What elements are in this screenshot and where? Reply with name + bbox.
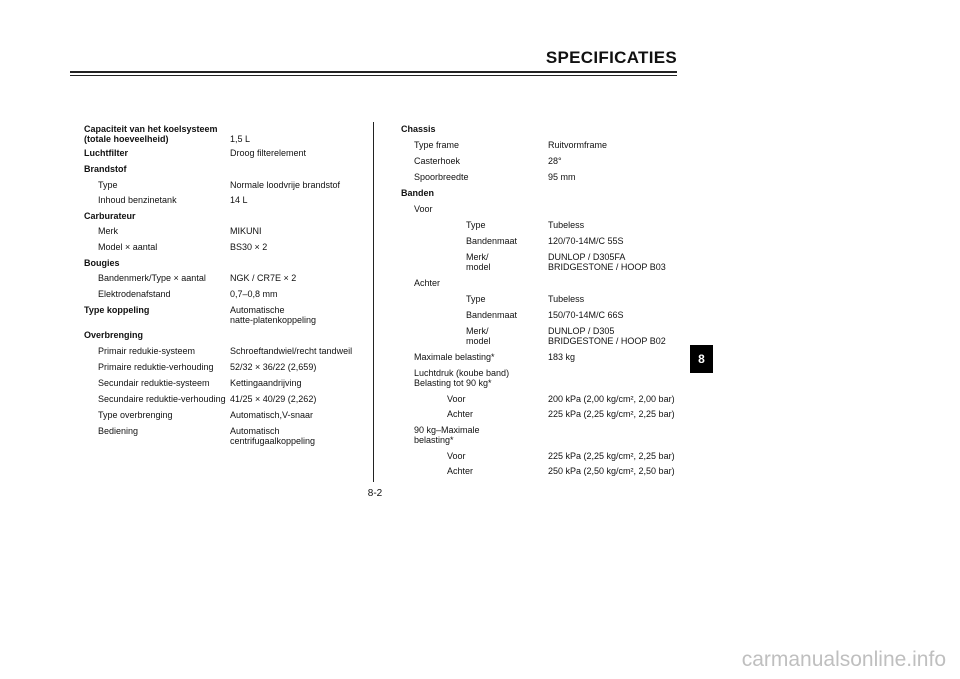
pressure-label-2: Belasting tot 90 kg* bbox=[414, 378, 492, 388]
pmax-rear-label: Achter bbox=[447, 466, 474, 476]
max-load-label: Maximale belasting* bbox=[414, 352, 495, 362]
section-tab: 8 bbox=[690, 345, 713, 373]
carburetor-make-label: Merk bbox=[98, 226, 118, 236]
primary-reduction-label: Primair redukie-systeem bbox=[98, 346, 196, 356]
secondary-ratio-label: Secundaire reduktie-verhouding bbox=[98, 394, 226, 404]
front-type-label: Type bbox=[466, 220, 486, 230]
max-load-value: 183 kg bbox=[548, 352, 576, 362]
clutch-label: Type koppeling bbox=[84, 305, 150, 315]
fuel-type-value: Normale loodvrije brandstof bbox=[230, 180, 341, 190]
transmission-type-value: Automatisch,V-snaar bbox=[230, 410, 314, 420]
column-divider bbox=[373, 122, 374, 482]
spark-plugs-gap-label: Elektrodenafstand bbox=[98, 289, 171, 299]
front-make-label-2: model bbox=[466, 262, 491, 272]
fuel-heading: Brandstof bbox=[84, 164, 127, 174]
trail-value: 95 mm bbox=[548, 172, 576, 182]
air-filter-label: Luchtfilter bbox=[84, 148, 128, 158]
operation-label: Bediening bbox=[98, 426, 139, 436]
pmax-rear-value: 250 kPa (2,50 kg/cm², 2,50 bar) bbox=[548, 466, 675, 476]
pressure-label-1: Luchtdruk (koube band) bbox=[414, 368, 510, 378]
caster-value: 28° bbox=[548, 156, 562, 166]
transmission-heading: Overbrenging bbox=[84, 330, 144, 340]
frame-label: Type frame bbox=[414, 140, 460, 150]
front-tire-heading: Voor bbox=[414, 204, 433, 214]
front-type-value: Tubeless bbox=[548, 220, 585, 230]
rear-type-value: Tubeless bbox=[548, 294, 585, 304]
trail-label: Spoorbreedte bbox=[414, 172, 469, 182]
carburetor-model-value: BS30 × 2 bbox=[230, 242, 268, 252]
pmax-front-value: 225 kPa (2,25 kg/cm², 2,25 bar) bbox=[548, 451, 675, 461]
clutch-value-1: Automatische bbox=[230, 305, 285, 315]
air-filter-value: Droog filterelement bbox=[230, 148, 307, 158]
pmax-front-label: Voor bbox=[447, 451, 466, 461]
spark-plugs-make-label: Bandenmerk/Type × aantal bbox=[98, 273, 206, 283]
clutch-value-2: natte-platenkoppeling bbox=[230, 315, 317, 325]
rear-make-value-1: DUNLOP / D305 bbox=[548, 326, 615, 336]
front-size-value: 120/70-14M/C 55S bbox=[548, 236, 624, 246]
cooling-capacity-label-2: (totale hoeveelheid) bbox=[84, 134, 169, 144]
transmission-type-label: Type overbrenging bbox=[98, 410, 173, 420]
front-size-label: Bandenmaat bbox=[466, 236, 518, 246]
carburetor-make-value: MIKUNI bbox=[230, 226, 262, 236]
p90-front-value: 200 kPa (2,00 kg/cm², 2,00 bar) bbox=[548, 394, 675, 404]
spark-plugs-gap-value: 0,7–0,8 mm bbox=[230, 289, 278, 299]
spark-plugs-make-value: NGK / CR7E × 2 bbox=[230, 273, 297, 283]
fuel-type-label: Type bbox=[98, 180, 118, 190]
front-make-label-1: Merk/ bbox=[466, 252, 489, 262]
front-make-value-2: BRIDGESTONE / HOOP B03 bbox=[548, 262, 666, 272]
title-rule-thick bbox=[70, 71, 677, 73]
primary-ratio-label: Primaire reduktie-verhouding bbox=[98, 362, 214, 372]
rear-type-label: Type bbox=[466, 294, 486, 304]
rear-make-label-1: Merk/ bbox=[466, 326, 489, 336]
rear-make-value-2: BRIDGESTONE / HOOP B02 bbox=[548, 336, 666, 346]
secondary-ratio-value: 41/25 × 40/29 (2,262) bbox=[230, 394, 317, 404]
operation-value-1: Automatisch bbox=[230, 426, 280, 436]
operation-value-2: centrifugaalkoppeling bbox=[230, 436, 316, 446]
cooling-capacity-label-1: Capaciteit van het koelsysteem bbox=[84, 124, 218, 134]
pmax-label-2: belasting* bbox=[414, 435, 454, 445]
secondary-reduction-value: Kettingaandrijving bbox=[230, 378, 302, 388]
p90-rear-label: Achter bbox=[447, 409, 474, 419]
secondary-reduction-label: Secundair reduktie-systeem bbox=[98, 378, 210, 388]
spark-plugs-heading: Bougies bbox=[84, 258, 120, 268]
page-number: 8-2 bbox=[367, 488, 383, 499]
fuel-tank-label: Inhoud benzinetank bbox=[98, 195, 177, 205]
frame-value: Ruitvormframe bbox=[548, 140, 608, 150]
chassis-heading: Chassis bbox=[401, 124, 436, 134]
caster-label: Casterhoek bbox=[414, 156, 461, 166]
title-rule-thin bbox=[70, 75, 677, 76]
rear-size-label: Bandenmaat bbox=[466, 310, 518, 320]
tires-heading: Banden bbox=[401, 188, 435, 198]
pmax-label-1: 90 kg–Maximale bbox=[414, 425, 480, 435]
rear-size-value: 150/70-14M/C 66S bbox=[548, 310, 624, 320]
watermark: carmanualsonline.info bbox=[741, 648, 946, 671]
front-make-value-1: DUNLOP / D305FA bbox=[548, 252, 626, 262]
fuel-tank-value: 14 L bbox=[230, 195, 248, 205]
rear-tire-heading: Achter bbox=[414, 278, 441, 288]
p90-rear-value: 225 kPa (2,25 kg/cm², 2,25 bar) bbox=[548, 409, 675, 419]
cooling-capacity-value: 1,5 L bbox=[230, 134, 251, 144]
primary-reduction-value: Schroeftandwiel/recht tandweil bbox=[230, 346, 353, 356]
rear-make-label-2: model bbox=[466, 336, 491, 346]
carburetor-model-label: Model × aantal bbox=[98, 242, 158, 252]
carburetor-heading: Carburateur bbox=[84, 211, 136, 221]
primary-ratio-value: 52/32 × 36/22 (2,659) bbox=[230, 362, 317, 372]
page-title: SPECIFICATIES bbox=[545, 48, 677, 67]
p90-front-label: Voor bbox=[447, 394, 466, 404]
